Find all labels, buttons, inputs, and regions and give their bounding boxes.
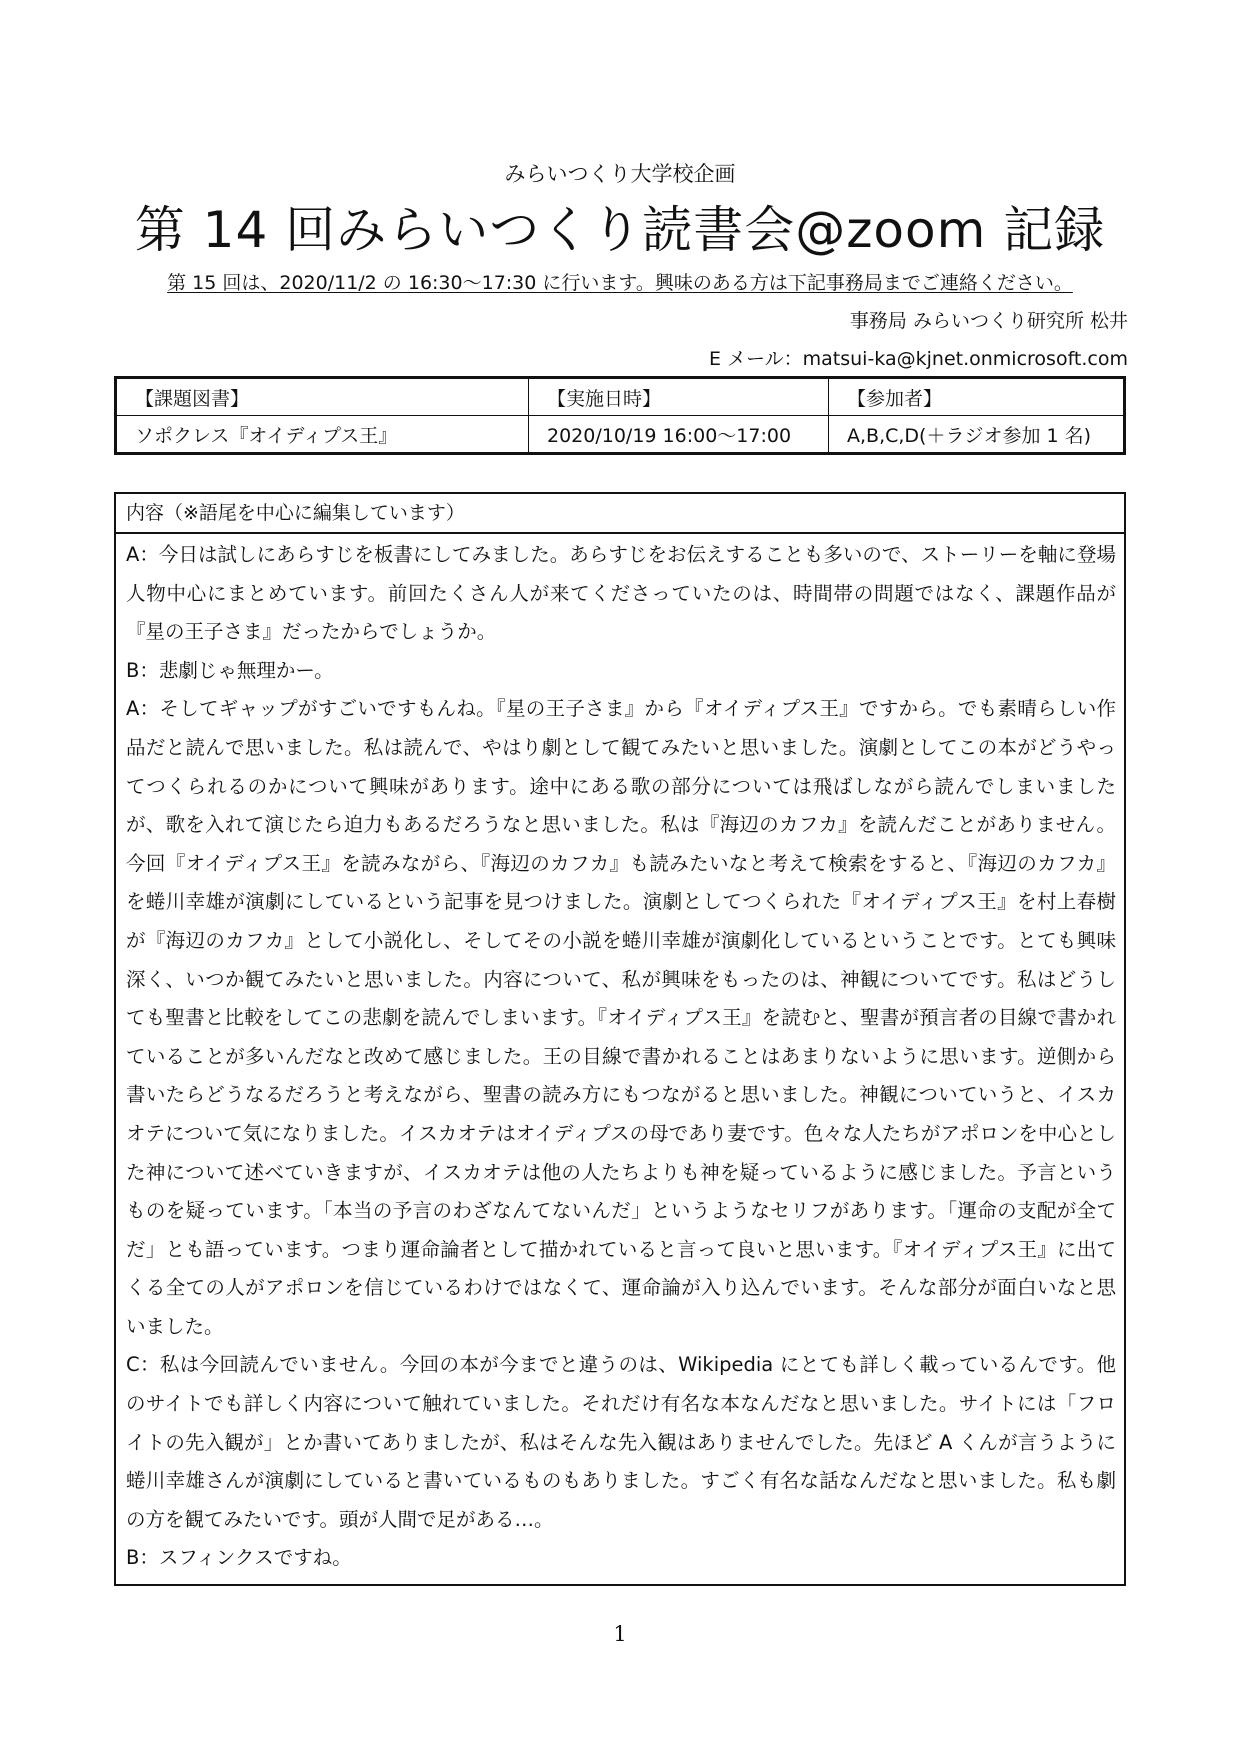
value-book: ソポクレス『オイディプス王』 bbox=[116, 416, 529, 454]
transcript-paragraph: C：私は今回読んでいません。今回の本が今までと違うのは、Wikipedia にとても詳しく載っているんです。他のサイトでも詳しく内容について触れていました。それだけ有名な本なんだなと思いました。サイトには「フロイトの先入観が」とか書いてありましたが、私はそんな先入観はありませんでした。先ほど A くんが言うように蜷川幸雄さんが演劇にしていると書いているものもありました。すごく有名な話なんだなと思いました。私も劇の方を観てみたいです。頭が人間で足がある…。 bbox=[126, 1353, 1116, 1531]
content-box bbox=[114, 492, 1126, 1586]
project-label: みらいつくり大学校企画 bbox=[504, 162, 736, 186]
office-contact: 事務局 みらいつくり研究所 松井 bbox=[849, 310, 1128, 332]
transcript-paragraph: B：悲劇じゃ無理かー。 bbox=[126, 658, 334, 682]
next-meeting-notice bbox=[0, 268, 1240, 295]
info-table bbox=[114, 376, 1126, 455]
transcript-paragraph: A：今日は試しにあらすじを板書にしてみました。あらすじをお伝えすることも多いので、ストーリーを軸に登場人物中心にまとめています。前回たくさん人が来てくださっていたのは、時間帯の問題ではなく、課題作品が『星の王子さま』だったからでしょうか。 bbox=[126, 543, 1116, 644]
transcript-paragraph: B：スフィンクスですね。 bbox=[126, 1546, 352, 1570]
content-header: 内容（※語尾を中心に編集しています） bbox=[116, 494, 1124, 534]
transcript-paragraph: A：そしてギャップがすごいですもんね。『星の王子さま』から『オイディプス王』ですから。でも素晴らしい作品だと読んで思いました。私は読んで、やはり劇として観てみたいと思いました。演劇としてこの本がどうやってつくられるのかについて興味があります。途中にある歌の部分については飛ばしながら読んでしまいましたが、歌を入れて演じたら迫力もあるだろうなと思いました。私は『海辺のカフカ』を読んだことがありません。今回『オイディプス王』を読みながら、『海辺のカフカ』も読みたいなと考えて検索をすると、『海辺のカフカ』を蜷川幸雄が演劇にしているという記事を見つけました。演劇としてつくられた『オイディプス王』を村上春樹が『海辺のカフカ』として小説化し、そしてその小説を蜷川幸雄が演劇化しているということです。とても興味深く、いつか観てみたいと思いました。内容について、私が興味をもったのは、神観についてです。私はどうしても聖書と比較をしてこの悲劇を読んでしまいます。『オイディプス王』を読むと、聖書が預言者の目線で書かれていることが多いんだなと改めて感じました。王の目線で書かれることはあまりないように思います。逆側から書いたらどうなるだろうと考えながら、聖書の読み方にもつながると思いました。神観についていうと、イスカオテについて気になりました。イスカオテはオイディプスの母であり妻です。色々な人たちがアポロンを中心とした神について述べていきますが、イスカオテは他の人たちよりも神を疑っているように感じました。予言というものを疑っています。「本当の予言のわざなんてないんだ」というようなセリフがあります。「運命の支配が全てだ」とも語っています。つまり運命論者として描かれていると言って良いと思います。『オイディプス王』に出てくる全ての人がアポロンを信じているわけではなくて、運命論が入り込んでいます。そんな部分が面白いなと思いました。 bbox=[126, 697, 1116, 1338]
page-title: 第 14 回みらいつくり読書会@zoom 記録 bbox=[134, 201, 1106, 259]
value-datetime: 2020/10/19 16:00〜17:00 bbox=[529, 416, 829, 454]
header-book: 【課題図書】 bbox=[116, 378, 529, 416]
value-participants: A,B,C,D(＋ラジオ参加 1 名) bbox=[829, 416, 1125, 454]
notice-text: 第 15 回は、2020/11/2 の 16:30〜17:30 に行います。興味のある方は下記事務局までご連絡ください。 bbox=[167, 272, 1073, 294]
info-table-value-row bbox=[116, 416, 1125, 454]
page-number: 1 bbox=[613, 1622, 627, 1646]
info-table-header-row bbox=[116, 378, 1125, 416]
email-contact: E メール：matsui-ka@kjnet.onmicrosoft.com bbox=[708, 348, 1128, 370]
header-participants: 【参加者】 bbox=[829, 378, 1125, 416]
content-body bbox=[116, 534, 1124, 1578]
header-datetime: 【実施日時】 bbox=[529, 378, 829, 416]
